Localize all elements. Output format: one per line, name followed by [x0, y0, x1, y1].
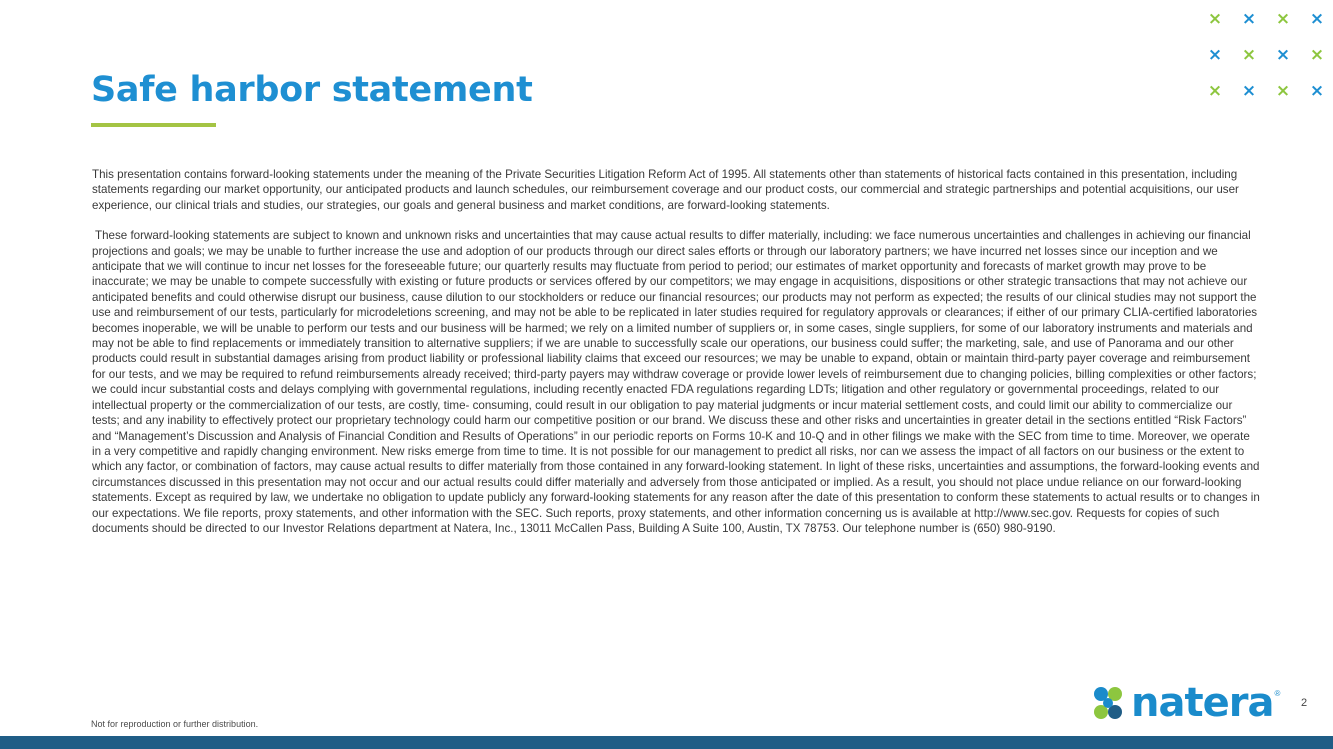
- natera-logo: [1090, 681, 1280, 725]
- x-mark-icon: ×: [1309, 9, 1325, 29]
- page-number: 2: [1301, 697, 1308, 709]
- slide-title: Safe harbor statement: [91, 70, 533, 110]
- x-mark-icon: ×: [1309, 81, 1325, 101]
- bottom-bar: [0, 736, 1333, 749]
- natera-logo-icon: [1090, 685, 1126, 721]
- logo-wordmark: natera: [1131, 680, 1274, 726]
- x-mark-icon: ×: [1275, 9, 1291, 29]
- x-mark-icon: ×: [1241, 45, 1257, 65]
- x-mark-icon: ×: [1207, 45, 1223, 65]
- x-mark-icon: ×: [1309, 45, 1325, 65]
- x-mark-icon: ×: [1275, 81, 1291, 101]
- x-mark-icon: ×: [1207, 81, 1223, 101]
- x-mark-icon: ×: [1275, 45, 1291, 65]
- footer-note: Not for reproduction or further distribution.: [91, 719, 259, 729]
- x-pattern-decoration: [1202, 6, 1332, 114]
- title-underline: [91, 123, 216, 127]
- body-text: [92, 167, 1262, 536]
- paragraph-intro: This presentation contains forward-looking statements under the meaning of the Private Securities Litigation Reform Act of 1995. All statements other than statements of historical facts contained in this presentation, including statements regarding our market opportunity, our anticipated products and launch schedules, our reimbursement coverage and our product costs, our commercial and strategic partnerships and potential acquisitions, our user experience, our clinical trials and studies, our strategies, our goals and general business and market conditions, are forward-looking statements.: [92, 168, 1239, 212]
- x-mark-icon: ×: [1207, 9, 1223, 29]
- logo-registered-mark: ®: [1274, 689, 1281, 698]
- x-mark-icon: ×: [1241, 9, 1257, 29]
- x-mark-icon: ×: [1241, 81, 1257, 101]
- paragraph-risks: These forward-looking statements are subject to known and unknown risks and uncertainties that may cause actual results to differ materially, including: we face numerous uncertainties and challenges in achieving our financial projections and goals; we may be unable to further increase the use and adoption of our products through our direct sales efforts or through our laboratory partners; we have incurred net losses since our inception and we anticipate that we will continue to incur net losses for the foreseeable future; our quarterly results may fluctuate from period to period; our estimates of market opportunity and forecasts of market growth may prove to be inaccurate; we may be unable to compete successfully with existing or future products or services offered by our competitors; we may engage in acquisitions, dispositions or other strategic transactions that may not achieve our anticipated benefits and could otherwise disrupt our business, cause dilution to our stockholders or reduce our financial resources; our products may not perform as expected; the results of our clinical studies may not support the use and reimbursement of our tests, particularly for microdeletions screening, and may not be able to be replicated in later studies required for regulatory approvals or clearances; if either of our primary CLIA-certified laboratories becomes inoperable, we will be unable to perform our tests and our business will be harmed; we rely on a limited number of suppliers or, in some cases, single suppliers, for some of our laboratory instruments and materials and may not be able to find replacements or immediately transition to alternative suppliers; if we are unable to successfully scale our operations, our business could suffer; the marketing, sale, and use of Panorama and our other products could result in substantial damages arising from product liability or professional liability claims that exceed our resources; we may be unable to expand, obtain or maintain third-party payer coverage and reimbursement for our tests, and we may be required to refund reimbursements already received; third-party payers may withdraw coverage or provide lower levels of reimbursement due to changing policies, billing complexities or other factors; we could incur substantial costs and delays complying with governmental regulations, including recently enacted FDA regulations regarding LDTs; litigation and other regulatory or governmental proceedings, related to our intellectual property or the commercialization of our tests, are costly, time- consuming, could result in our obligation to pay material judgments or incur material settlement costs, and could limit our ability to commercialize our tests; and any inability to effectively protect our proprietary technology could harm our competitive position or our brand. We discuss these and other risks and uncertainties in greater detail in the sections entitled “Risk Factors” and “Management’s Discussion and Analysis of Financial Condition and Results of Operations” in our periodic reports on Forms 10-K and 10-Q and in other filings we make with the SEC from time to time. Moreover, we operate in a very competitive and rapidly changing environment. New risks emerge from time to time. It is not possible for our management to predict all risks, nor can we assess the impact of all factors on our business or the extent to which any factor, or combination of factors, may cause actual results to differ materially from those contained in any forward-looking statement. In light of these risks, uncertainties and assumptions, the forward-looking events and circumstances discussed in this presentation may not occur and our actual results could differ materially and adversely from those anticipated or implied. As a result, you should not place undue reliance on our forward-looking statements. Except as required by law, we undertake no obligation to update publicly any forward-looking statements for any reason after the date of this presentation to conform these statements to actual results or to changes in our expectations. We file reports, proxy statements, and other information with the SEC. Such reports, proxy statements, and other information concerning us is available at http://www.sec.gov. Requests for copies of such documents should be directed to our Investor Relations department at Natera, Inc., 13011 McCallen Pass, Building A Suite 100, Austin, TX 78753. Our telephone number is (650) 980-9190.: [92, 229, 1260, 535]
